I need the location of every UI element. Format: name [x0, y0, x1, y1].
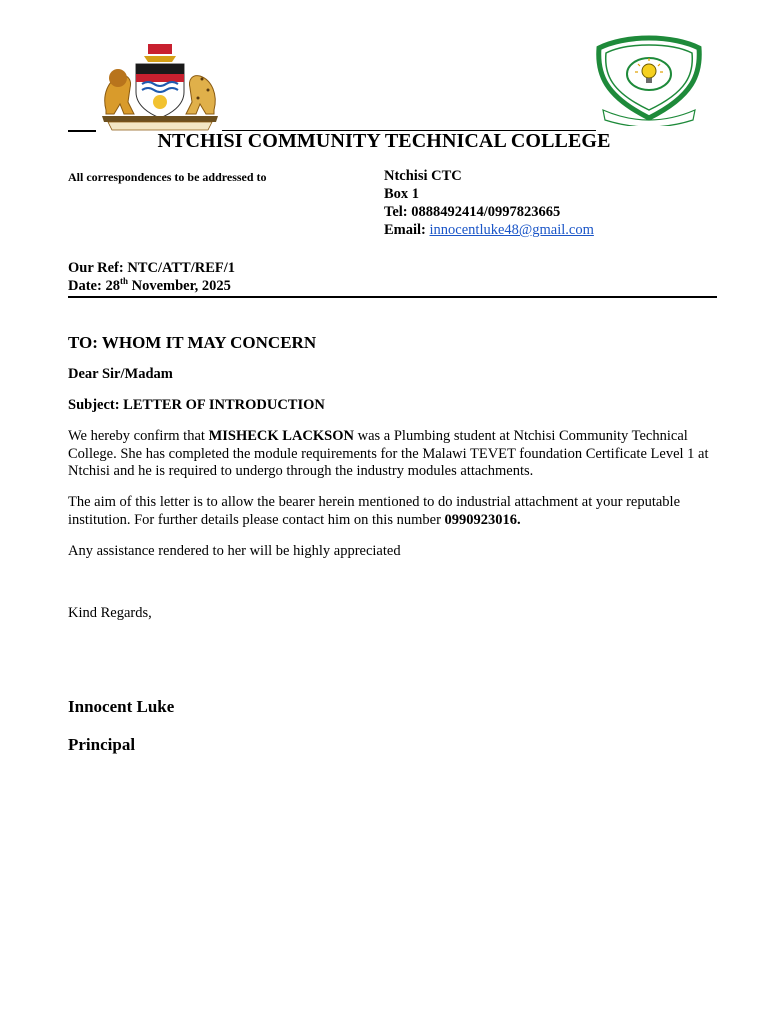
paragraph-purpose — [68, 494, 718, 529]
signer-name: Innocent Luke — [68, 697, 175, 716]
reference-block — [68, 259, 235, 295]
recipient-line: TO: WHOM IT MAY CONCERN — [68, 333, 317, 352]
address-block — [384, 167, 594, 239]
date-suffix: November, 2025 — [127, 278, 231, 294]
our-ref: Our Ref: NTC/ATT/REF/1 — [68, 260, 236, 276]
correspondence-note: All correspondences to be addressed to — [68, 170, 267, 184]
address-box: Box 1 — [384, 186, 420, 202]
p2-start: The aim of this letter is to allow the bearer herein mentioned to do industrial attachment at your reputable institution. For further details please contact him on this number — [68, 494, 681, 528]
address-tel: Tel: 0888492414/0997823665 — [384, 204, 561, 220]
college-badge-icon — [593, 34, 705, 126]
p1-rest: was a Plumbing student at Ntchisi Community Technical College. She has completed the module requirements for the Malawi TEVET foundation Certificate Level 1 at Ntchisi and he is required to undergo through the industry modules attachments. — [68, 428, 709, 479]
salutation: Dear Sir/Madam — [68, 366, 173, 382]
address-email-line — [384, 221, 594, 239]
letter-date — [68, 277, 235, 295]
p1-start: We hereby confirm that — [68, 428, 209, 444]
student-name: MISHECK LACKSON — [208, 428, 354, 444]
date-superscript: th — [119, 276, 128, 287]
reference-divider — [68, 296, 717, 298]
college-name: NTCHISI COMMUNITY TECHNICAL COLLEGE — [157, 130, 611, 152]
closing: Kind Regards, — [68, 605, 152, 621]
subject-line: Subject: LETTER OF INTRODUCTION — [68, 397, 325, 413]
contact-number: 0990923016. — [444, 511, 521, 528]
paragraph-confirmation — [68, 428, 718, 481]
address-name: Ntchisi CTC — [384, 168, 462, 184]
signer-title: Principal — [68, 735, 136, 754]
paragraph-appreciation: Any assistance rendered to her will be highly appreciated — [68, 543, 401, 559]
email-label: Email: — [384, 222, 430, 238]
coat-of-arms-icon — [98, 40, 222, 132]
email-link[interactable]: innocentluke48@gmail.com — [429, 222, 594, 238]
date-prefix: Date: 28 — [68, 278, 120, 294]
